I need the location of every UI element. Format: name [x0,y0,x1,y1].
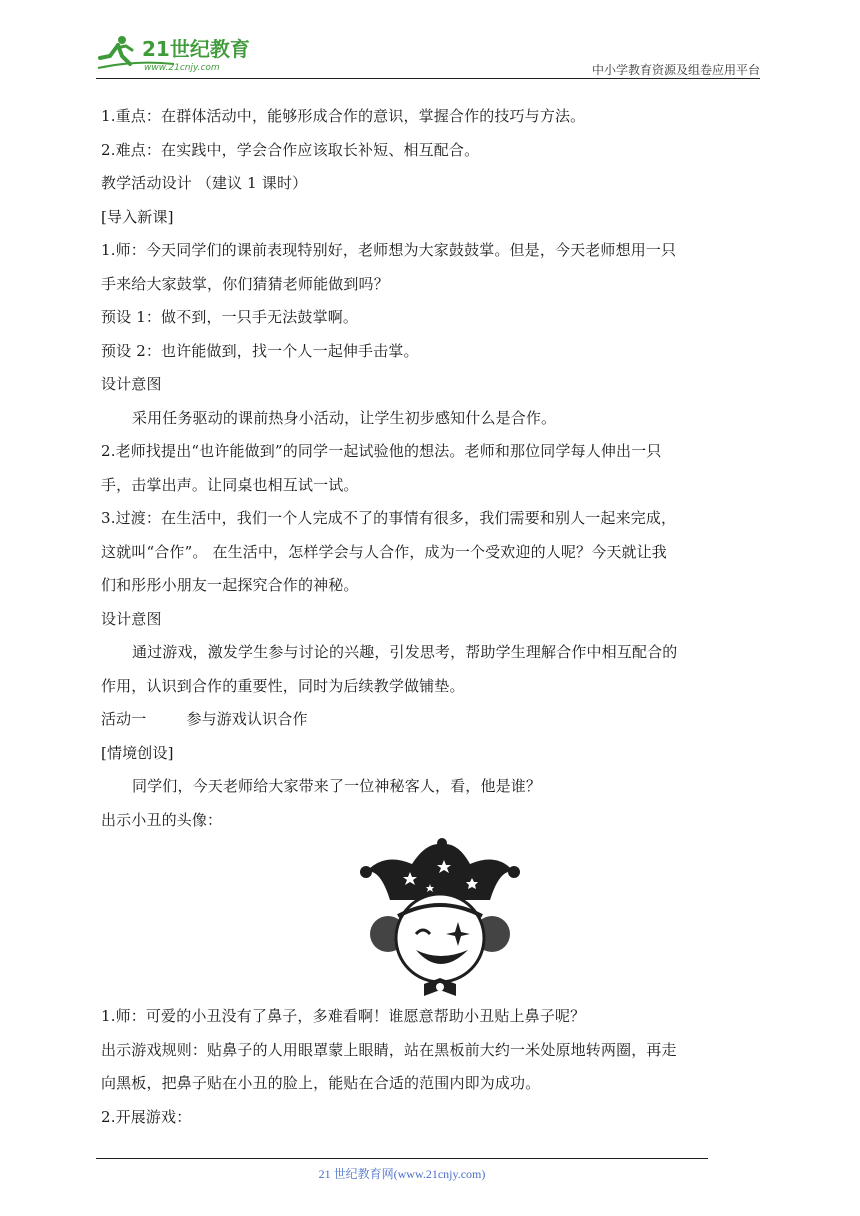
page-header [96,30,760,80]
paragraph-line: 出示游戏规则：贴鼻子的人用眼罩蒙上眼睛，站在黑板前大约一米处原地转两圈，再走 [101,1040,677,1059]
activity-heading [101,703,761,737]
key-point: 1.重点：在群体活动中，能够形成合作的意识，掌握合作的技巧与方法。 [101,107,586,125]
activity-title: 参与游戏认识合作 [186,710,308,728]
section-label: [导入新课] [101,207,174,226]
logo-text: 21世纪教育 [142,37,250,61]
activity-number: 活动一 [101,710,147,728]
paragraph-line: 手来给大家鼓掌，你们猜猜老师能做到吗？ [101,274,389,293]
footer-divider [96,1158,708,1159]
platform-name: 中小学教育资源及组卷应用平台 [591,63,760,77]
footer-link[interactable]: 21 世纪教育网(www.21cnjy.com) [318,1167,486,1181]
paragraph-line: 预设 1：做不到，一只手无法鼓掌啊。 [101,308,359,326]
paragraph-line: 1.师：今天同学们的课前表现特别好，老师想为大家鼓鼓掌。但是，今天老师想用一只 [101,241,677,259]
paragraph-line: 2.老师找提出“也许能做到”的同学一起试验他的想法。老师和那位同学每人伸出一只 [101,442,662,460]
design-intent-heading: 设计意图 [101,609,162,628]
header-divider [96,78,760,79]
paragraph-line: 通过游戏，激发学生参与讨论的兴趣，引发思考，帮助学生理解合作中相互配合的 [132,643,678,661]
paragraph-line: 出示小丑的头像： [101,810,223,829]
logo-url: www.21cnjy.com [144,63,220,73]
design-intent-heading: 设计意图 [101,375,162,393]
clown-head-image [360,838,520,996]
paragraph-line: 1.师：可爱的小丑没有了鼻子，多难看啊！谁愿意帮助小丑贴上鼻子呢？ [101,1007,586,1025]
paragraph-line: 同学们，今天老师给大家带来了一位神秘客人，看，他是谁？ [132,777,542,795]
paragraph-line: 2.开展游戏： [101,1107,192,1126]
paragraph-line: 们和彤彤小朋友一起探究合作的神秘。 [101,576,359,594]
paragraph-line: 这就叫“合作”。 在生活中，怎样学会与人合作，成为一个受欢迎的人呢？今天就让我 [101,542,667,561]
paragraph-line: 手，击掌出声。让同桌也相互试一试。 [101,475,359,494]
paragraph-line: 向黑板，把鼻子贴在小丑的脸上，能贴在合适的范围内即为成功。 [101,1074,541,1092]
logo [96,34,266,74]
section-title: 教学活动设计 （建议 1 课时） [101,174,308,192]
paragraph-line: 预设 2：也许能做到，找一个人一起伸手击掌。 [101,341,419,360]
section-label: [情境创设] [101,743,174,762]
paragraph-line: 采用任务驱动的课前热身小活动，让学生初步感知什么是合作。 [132,408,557,427]
document-body [101,100,761,837]
difficult-point: 2.难点：在实践中，学会合作应该取长补短、相互配合。 [101,140,480,159]
document-body-continued [101,1000,761,1134]
paragraph-line: 3.过渡：在生活中，我们一个人完成不了的事情有很多，我们需要和别人一起来完成， [101,509,677,527]
paragraph-line: 作用，认识到合作的重要性，同时为后续教学做铺垫。 [101,676,465,695]
